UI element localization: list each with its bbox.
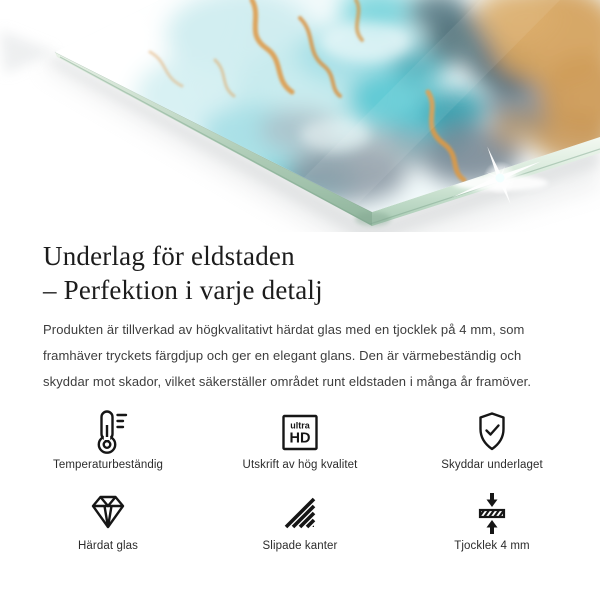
product-photo — [0, 0, 600, 232]
ultra-hd-icon — [276, 408, 324, 456]
glass-panel-image — [0, 0, 600, 232]
product-description: Produkten är tillverkad av högkvalitativt härdat glas med en tjocklek på 4 mm, som framhäver tryckets färgdjup och ger en elegant glans. Den är värmebeständig och skyddar mot skador, vilket säkerställer området runt eldstaden i många år framöver. — [43, 322, 532, 389]
feature-temperature-resistant — [12, 408, 204, 471]
thickness-4mm-icon — [468, 489, 516, 537]
feature-label: Slipade kanter — [262, 540, 338, 552]
feature-label: Skyddar underlaget — [441, 459, 543, 471]
diamond-icon — [84, 489, 132, 537]
feature-tempered-glass — [12, 489, 204, 552]
page-title-line1: Underlag för eldstaden — [43, 241, 295, 271]
thermometer-icon — [84, 408, 132, 456]
feature-protects-surface — [396, 408, 588, 471]
feature-thickness — [396, 489, 588, 552]
feature-label: Härdat glas — [78, 540, 138, 552]
shield-check-icon — [468, 408, 516, 456]
product-info-section — [0, 239, 600, 395]
ultra-hd-text-small: ultra — [290, 420, 310, 431]
page-title-line2: – Perfektion i varje detalj — [43, 275, 323, 305]
feature-label: Tjocklek 4 mm — [454, 540, 530, 552]
polished-edges-icon — [276, 489, 324, 537]
feature-label: Utskrift av hög kvalitet — [242, 459, 358, 471]
features-grid — [0, 408, 600, 552]
feature-label: Temperaturbeständig — [53, 459, 163, 471]
feature-print-quality — [204, 408, 396, 471]
page-title — [43, 239, 557, 307]
feature-polished-edges — [204, 489, 396, 552]
ultra-hd-text-large: HD — [289, 430, 311, 447]
